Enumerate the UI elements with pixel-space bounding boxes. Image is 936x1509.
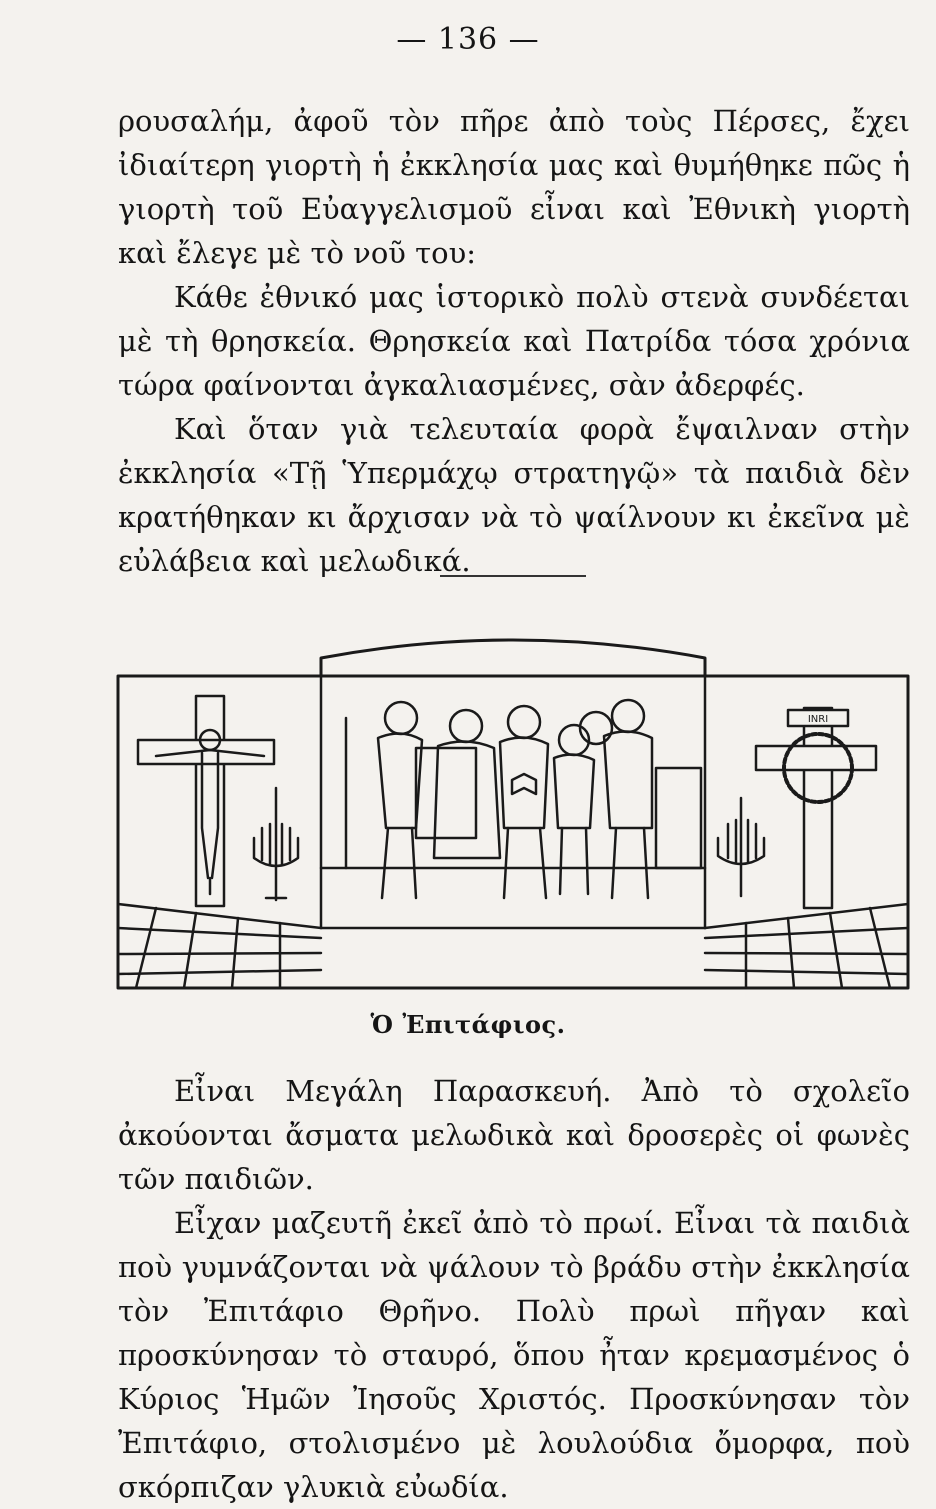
paragraph: Εἶχαν μαζευτῆ ἐκεῖ ἀπὸ τὸ πρωί. Εἶναι τὰ παιδιὰ ποὺ γυμνάζονται νὰ ψάλουν τὸ βράδυ στὴν ἐκκλησία τὸν Ἐπιτάφιο Θρῆνο. Πολὺ πρωὶ πῆγαν καὶ προσκύνησαν τὸ σταυρό, ὅπου ἦταν κρεμασμένος ὁ Κύριος Ἡμῶν Ἰησοῦς Χριστός. Προσκύνησαν τὸν Ἐπιτάφιο, στολισμένο μὲ λουλούδια ὄμορφα, ποὺ σκόρπιζαν γλυκιὰ εὐωδία. [118,1206,910,1504]
section-heading: Ὁ Ἐπιτάφιος. [370,1010,566,1039]
paragraph: Εἶναι Μεγάλη Παρασκευή. Ἀπὸ τὸ σχολεῖο ἀκούονται ἄσματα μελωδικὰ καὶ δροσερὲς οἱ φωνὲς τῶν παιδιῶν. [118,1074,910,1196]
church-scene-illustration [116,628,910,990]
page-number: — 136 — [396,22,540,57]
paragraph: Κάθε ἐθνικό μας ἱστορικὸ πολὺ στενὰ συνδέεται μὲ τὴ θρησκεία. Θρησκεία καὶ Πατρίδα τόσα χρόνια τώρα φαίνονται ἀγκαλιασμένες, σὰν ἀδερφές. [118,280,910,402]
section-separator [440,575,586,577]
cross-inscription: INRI [807,714,829,725]
paragraph-continuation: ρουσαλήμ, ἀφοῦ τὸν πῆρε ἀπὸ τοὺς Πέρσες, ἔχει ἰδιαίτερη γιορτὴ ἡ ἐκκλησία μας καὶ θυμήθηκε πῶς ἡ γιορτὴ τοῦ Εὐαγγελισμοῦ εἶναι καὶ Ἐθνικὴ γιορτὴ καὶ ἔλεγε μὲ τὸ νοῦ του: [118,104,910,270]
paragraph: Καὶ ὅταν γιὰ τελευταία φορὰ ἔψαιλναν στὴν ἐκκλησία «Τῇ Ὑπερμάχῳ στρατηγῷ» τὰ παιδιὰ δὲν κρατήθηκαν κι ἄρχισαν νὰ τὸ ψαίλνουν κι ἐκεῖνα μὲ εὐλάβεια καὶ μελωδικά. [118,412,910,578]
section-text-block [118,1069,910,1509]
top-text-block [118,99,910,583]
